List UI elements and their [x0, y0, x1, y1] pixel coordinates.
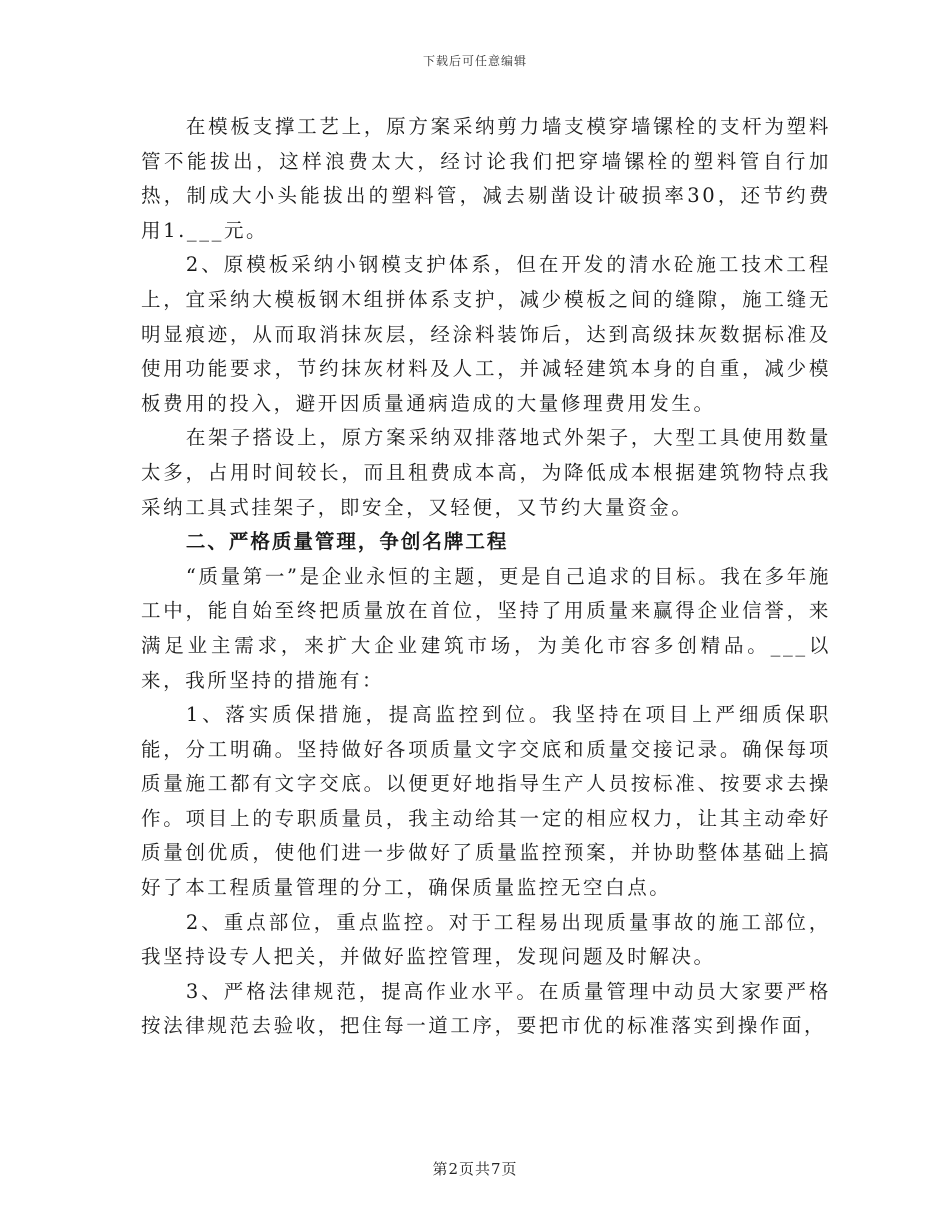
- paragraph-measure-1: 1、落实质保措施，提高监控到位。我坚持在项目上严细质保职能，分工明确。坚持做好各项质量文字交底和质量交接记录。确保每项质量施工都有文字交底。以便更好地指导生产人员按标准、按要求去操作。项目上的专职质量员，我主动给其一定的相应权力，让其主动牵好质量创优质，使他们进一步做好了质量监控预案，并协助整体基础上搞好了本工程质量管理的分工，确保质量监控无空白点。: [141, 703, 831, 900]
- section-heading-quality: 二、严格质量管理，争创名牌工程: [185, 530, 509, 554]
- page-header: 下载后可任意编辑: [422, 54, 527, 68]
- paragraph-quality-first: “质量第一”是企业永恒的主题，更是自己追求的目标。我在多年施工中，能自始至终把质量放在首位，坚持了用质量来赢得企业信誉，来满足业主需求，来扩大企业建筑市场，为美化市容多创精品。___以来，我所坚持的措施有：: [141, 564, 831, 692]
- paragraph-scaffolding: 在架子搭设上，原方案采纳双排落地式外架子，大型工具使用数量太多，占用时间较长，而且租费成本高，为降低成本根据建筑物特点我采纳工具式挂架子，即安全，又轻便，又节约大量资金。: [141, 426, 831, 519]
- page-footer: 第2页共7页: [432, 1160, 518, 1178]
- paragraph-formwork-support: 在模板支撑工艺上，原方案采纳剪力墙支模穿墙镙栓的支杆为塑料管不能拔出，这样浪费太大，经讨论我们把穿墙镙栓的塑料管自行加热，制成大小头能拔出的塑料管，减去剔凿设计破损率30，还节约费用1.___元。: [141, 115, 831, 242]
- paragraph-measure-2: 2、重点部位，重点监控。对于工程易出现质量事故的施工部位，我坚持设专人把关，并做好监控管理，发现问题及时解决。: [141, 910, 831, 969]
- paragraph-measure-3: 3、严格法律规范，提高作业水平。在质量管理中动员大家要严格按法律规范去验收，把住每一道工序，要把市优的标准落实到操作面，: [141, 979, 831, 1038]
- document-body: [141, 110, 831, 1044]
- paragraph-steel-formwork: 2、原模板采纳小钢模支护体系，但在开发的清水砼施工技术工程上，宜采纳大模板钢木组拼体系支护，减少模板之间的缝隙，施工缝无明显痕迹，从而取消抹灰层，经涂料装饰后，达到高级抹灰数据标准及使用功能要求，节约抹灰材料及人工，并减轻建筑本身的自重，减少模板费用的投入，避开因质量通病造成的大量修理费用发生。: [141, 253, 831, 415]
